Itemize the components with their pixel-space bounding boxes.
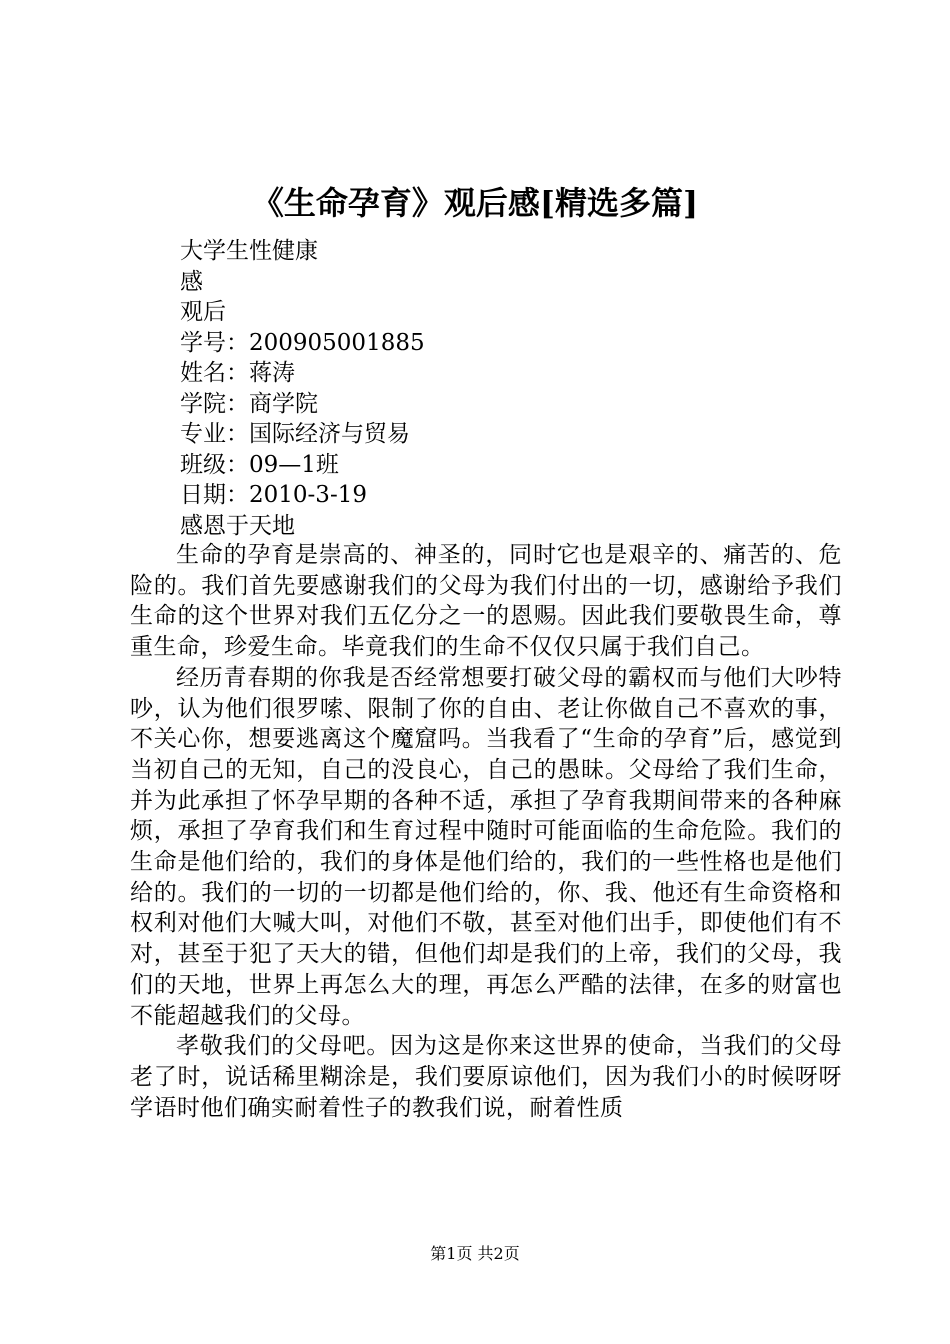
student-name-line: 姓名：蒋涛	[180, 360, 295, 386]
meta-line: 感	[180, 268, 203, 295]
section-heading: 感恩于天地	[180, 512, 295, 539]
student-id-line: 学号：200905001885	[180, 329, 425, 356]
page-footer: 第1页 共2页	[430, 1244, 520, 1263]
class-line: 班级：09—1班	[180, 451, 339, 478]
document-title: 《生命孕育》观后感[精选多篇]	[251, 184, 699, 222]
major-line: 专业：国际经济与贸易	[180, 421, 410, 447]
date-line: 日期：2010-3-19	[180, 482, 367, 508]
meta-line: 观后	[180, 299, 226, 325]
document-body	[130, 540, 842, 1123]
college-line: 学院：商学院	[180, 390, 318, 417]
meta-line: 大学生性健康	[180, 238, 318, 264]
body-paragraph: 经历青春期的你我是否经常想要打破父母的霸权而与他们大吵特吵，认为他们很罗嗦、限制了你的自由、老让你做自己不喜欢的事，不关心你，想要逃离这个魔窟吗。当我看了“生命的孕育”后，感觉到当初自己的无知，自己的没良心，自己的愚昧。父母给了我们生命，并为此承担了怀孕早期的各种不适，承担了孕育我期间带来的各种麻烦，承担了孕育我们和生育过程中随时可能面临的生命危险。我们的生命是他们给的，我们的身体是他们给的，我们的一些性格也是他们给的。我们的一切的一切都是他们给的，你、我、他还有生命资格和权利对他们大喊大叫，对他们不敬，甚至对他们出手，即使他们有不对，甚至于犯了天大的错，但他们却是我们的上帝，我们的父母，我们的天地，世界上再怎么大的理，再怎么严酷的法律，在多的财富也不能超越我们的父母。	[130, 664, 842, 1029]
body-paragraph: 孝敬我们的父母吧。因为这是你来这世界的使命，当我们的父母老了时，说话稀里糊涂是，我们要原谅他们，因为我们小的时候呀呀学语时他们确实耐着性子的教我们说，耐着性质	[130, 1033, 842, 1121]
body-paragraph: 生命的孕育是崇高的、神圣的，同时它也是艰辛的、痛苦的、危险的。我们首先要感谢我们的父母为我们付出的一切，感谢给予我们生命的这个世界对我们五亿分之一的恩赐。因此我们要敬畏生命，尊重生命，珍爱生命。毕竟我们的生命不仅仅只属于我们自己。	[130, 542, 842, 661]
document-meta-block	[180, 236, 840, 541]
